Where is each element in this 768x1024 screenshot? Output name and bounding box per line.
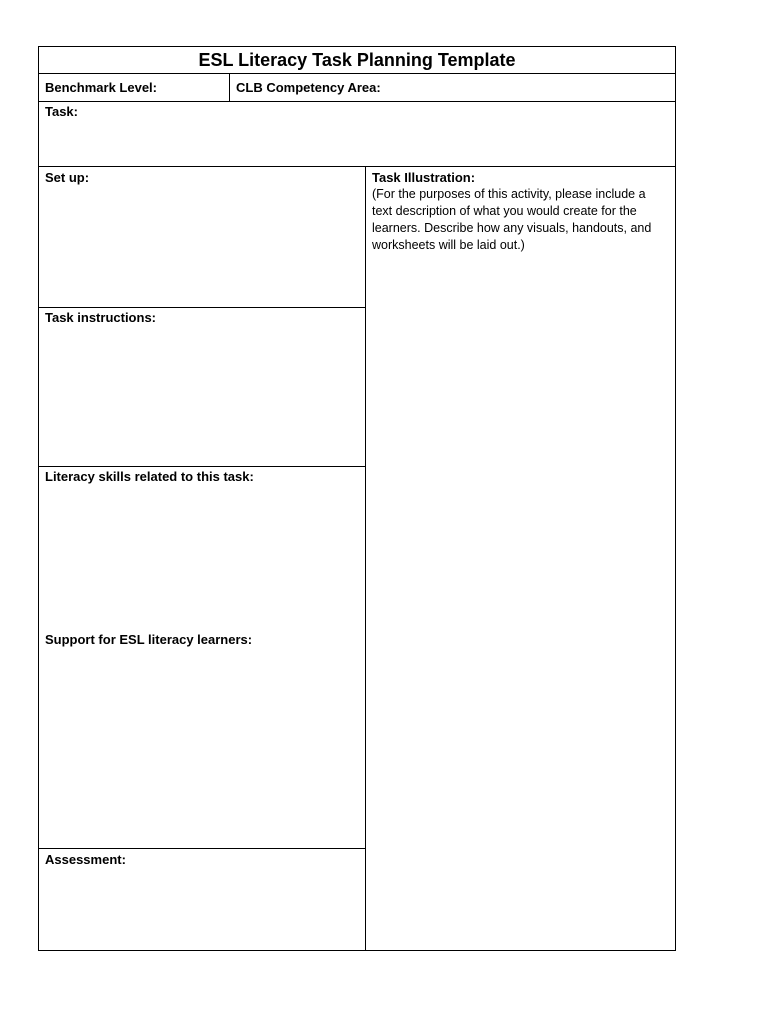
divider-below-setup bbox=[38, 307, 366, 308]
table-border-left bbox=[38, 46, 39, 951]
divider-below-task bbox=[38, 166, 676, 167]
divider-benchmark-column bbox=[229, 73, 230, 102]
task-instructions-label: Task instructions: bbox=[45, 310, 157, 325]
task-illustration-label: Task Illustration: bbox=[372, 170, 476, 185]
set-up-label: Set up: bbox=[45, 170, 90, 185]
task-illustration-note-line: text description of what you would create for the bbox=[372, 204, 637, 218]
assessment-label: Assessment: bbox=[45, 852, 126, 867]
task-label: Task: bbox=[45, 104, 78, 119]
divider-below-title bbox=[38, 73, 676, 74]
table-border-right bbox=[675, 46, 676, 951]
table-border-top bbox=[38, 46, 676, 47]
support-label: Support for ESL literacy learners: bbox=[45, 632, 253, 647]
task-illustration-note-line: worksheets will be laid out.) bbox=[372, 238, 525, 252]
benchmark-level-label: Benchmark Level: bbox=[45, 80, 157, 95]
divider-below-instructions bbox=[38, 466, 366, 467]
literacy-skills-label: Literacy skills related to this task: bbox=[45, 469, 254, 484]
task-illustration-note bbox=[372, 186, 672, 254]
clb-competency-area-label: CLB Competency Area: bbox=[236, 80, 381, 95]
task-illustration-note-line: (For the purposes of this activity, please include a bbox=[372, 187, 646, 201]
table-border-bottom bbox=[38, 950, 676, 951]
divider-below-benchmark-row bbox=[38, 101, 676, 102]
divider-main-column bbox=[365, 166, 366, 951]
planning-template-table bbox=[38, 46, 676, 951]
divider-above-assessment bbox=[38, 848, 366, 849]
document-title: ESL Literacy Task Planning Template bbox=[198, 50, 516, 70]
task-illustration-note-line: learners. Describe how any visuals, handouts, and bbox=[372, 221, 652, 235]
